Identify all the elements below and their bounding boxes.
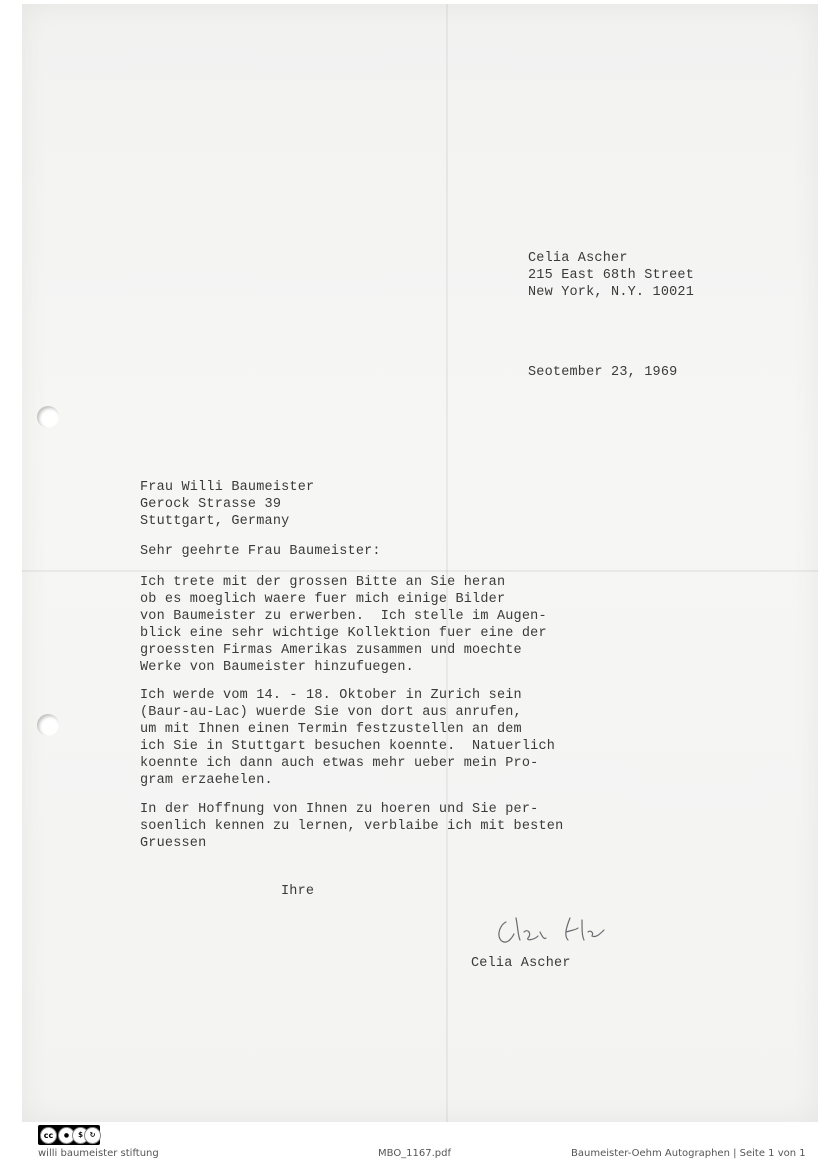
cc-icon: cc [40, 1127, 57, 1144]
body-line: ich Sie in Stuttgart besuchen koennte. Natuerlich [140, 739, 556, 754]
handwritten-signature [478, 910, 628, 952]
sa-icon: ↻ [84, 1127, 101, 1144]
footer-right: Baumeister-Oehm Autographen | Seite 1 von 1 [571, 1148, 806, 1159]
recipient-street: Gerock Strasse 39 [140, 497, 282, 512]
body-line: koennte ich dann auch etwas mehr ueber mein Pro- [140, 756, 539, 771]
body-line: Ich werde vom 14. - 18. Oktober in Zurich sein [140, 688, 522, 703]
body-line: ob es moeglich waere fuer mich einige Bilder [140, 592, 506, 607]
footer-center: MBO_1167.pdf [378, 1148, 452, 1159]
body-line: Ich trete mit der grossen Bitte an Sie heran [140, 575, 506, 590]
nc-icon: $ [72, 1127, 89, 1144]
recipient-city: Stuttgart, Germany [140, 514, 290, 529]
body-line: blick eine sehr wichtige Kollektion fuer eine der [140, 626, 547, 641]
body-line: von Baumeister zu erwerben. Ich stelle im Augen- [140, 609, 547, 624]
body-line: Werke von Baumeister hinzufuegen. [140, 660, 414, 675]
punch-hole-top [37, 406, 59, 428]
body-line: groessten Firmas Amerikas zusammen und moechte [140, 643, 522, 658]
signature-name: Celia Ascher [471, 956, 571, 971]
body-line: gram erzaehelen. [140, 773, 273, 788]
body-line: In der Hoffnung von Ihnen zu hoeren und Sie per- [140, 802, 539, 817]
body-line: um mit Ihnen einen Termin festzustellen an dem [140, 722, 522, 737]
letter-date: Seotember 23, 1969 [528, 365, 678, 380]
sender-name: Celia Ascher [528, 251, 628, 266]
closing: Ihre [281, 884, 315, 899]
footer-left: willi baumeister stiftung [38, 1148, 159, 1159]
fold-line-horizontal [22, 570, 818, 572]
salutation: Sehr geehrte Frau Baumeister: [140, 544, 381, 559]
sender-city: New York, N.Y. 10021 [528, 285, 695, 300]
letter-paper [22, 4, 818, 1122]
body-line: Gruessen [140, 836, 207, 851]
cc-license-badge [38, 1125, 100, 1145]
recipient-name: Frau Willi Baumeister [140, 480, 315, 495]
by-icon: ● [58, 1127, 75, 1144]
fold-line-vertical [446, 4, 448, 1122]
sender-street: 215 East 68th Street [528, 268, 695, 283]
body-line: soenlich kennen zu lernen, verblaibe ich mit besten [140, 819, 564, 834]
body-line: (Baur-au-Lac) wuerde Sie von dort aus anrufen, [140, 705, 522, 720]
punch-hole-bottom [37, 714, 59, 736]
